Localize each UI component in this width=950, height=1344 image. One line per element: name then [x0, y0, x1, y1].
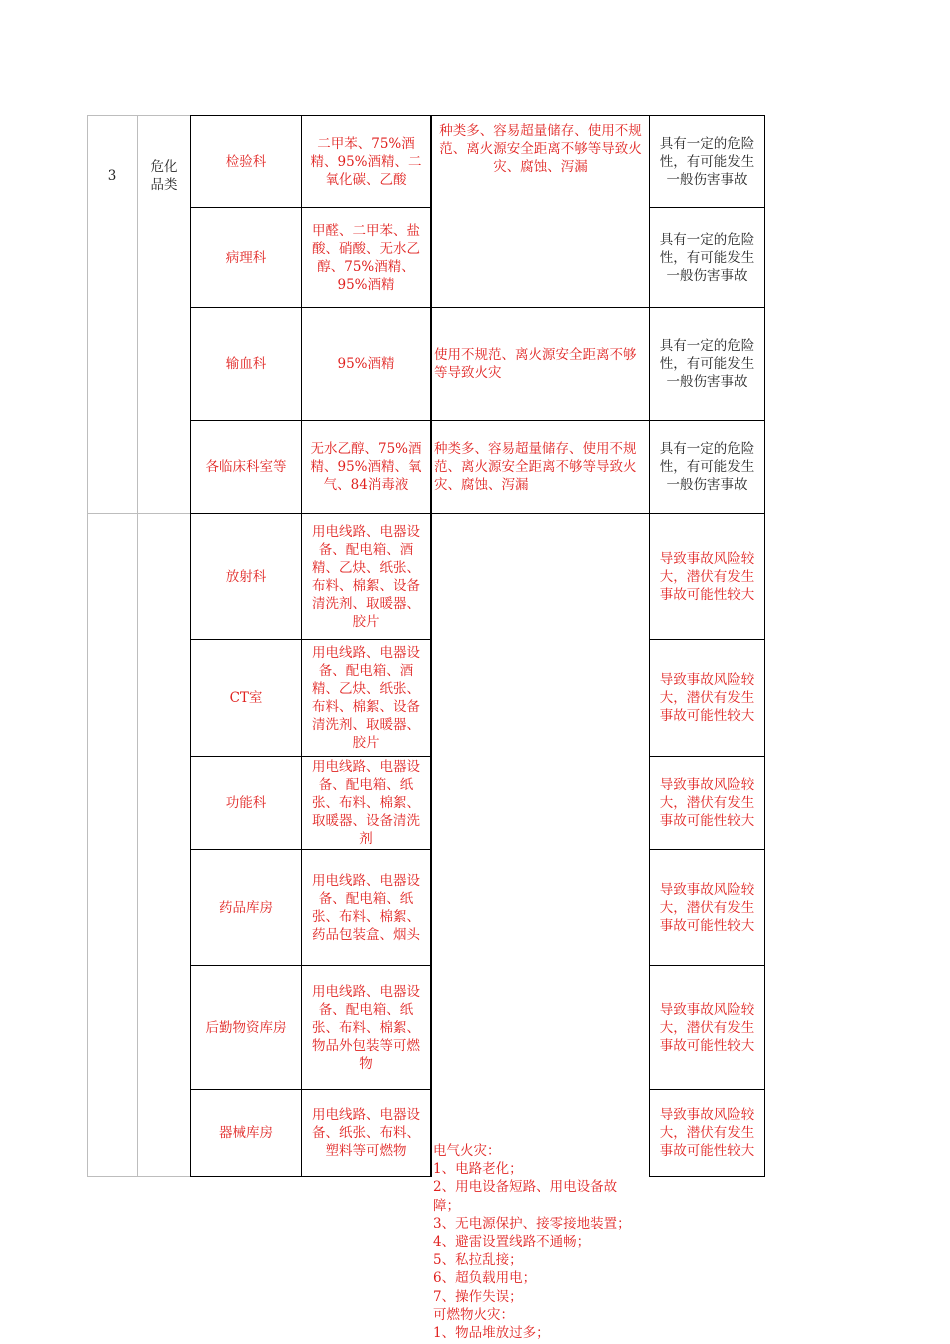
consequence-cell: 具有一定的危险性，有可能发生一般伤害事故	[659, 135, 755, 188]
items-cell: 二甲苯、75%酒精、95%酒精、二氧化碳、乙酸	[310, 135, 422, 188]
consequence-cell: 导致事故风险较大，潜伏有发生事故可能性较大	[659, 881, 755, 934]
category-label: 危化品类	[150, 159, 178, 193]
dept-cell: 药品库房	[219, 899, 273, 916]
consequence-cell: 具有一定的危险性，有可能发生一般伤害事故	[659, 338, 755, 390]
items-cell: 用电线路、电器设备、配电箱、酒精、乙炔、纸张、布料、棉絮、设备清洗剂、取暖器、胶片	[312, 645, 420, 751]
items-cell: 95%酒精	[337, 356, 395, 372]
items-cell: 用电线路、电器设备、纸张、布料、塑料等可燃物	[312, 1107, 420, 1159]
consequence-cell: 导致事故风险较大，潜伏有发生事故可能性较大	[659, 1001, 755, 1054]
dept-cell: 放射科	[225, 568, 267, 585]
hazard-line: 2、用电设备短路、用电设备故	[433, 1179, 618, 1196]
fire-hazard-list	[433, 1142, 663, 1342]
hazard-line: 电气火灾：	[433, 1143, 501, 1159]
consequence-cell: 导致事故风险较大，潜伏有发生事故可能性较大	[659, 1107, 755, 1159]
consequence-cell: 具有一定的危险性，有可能发生一般伤害事故	[659, 441, 755, 493]
dept-cell: 病理科	[225, 249, 267, 266]
consequence-cell: 导致事故风险较大，潜伏有发生事故可能性较大	[659, 550, 755, 603]
hazard-line: 6、超负载用电；	[433, 1270, 537, 1287]
items-cell: 用电线路、电器设备、配电箱、纸张、布料、棉絮、物品外包装等可燃物	[312, 983, 420, 1072]
dept-cell: 功能科	[225, 795, 267, 811]
items-cell: 无水乙醇、75%酒精、95%酒精、氧气、84消毒液	[310, 441, 422, 493]
row-number: 3	[107, 168, 117, 184]
hazard-line: 1、电路老化；	[433, 1161, 523, 1178]
consequence-cell: 具有一定的危险性，有可能发生一般伤害事故	[659, 231, 755, 284]
dept-cell: 各临床科室等	[205, 459, 287, 475]
hazard-line: 7、操作失误；	[433, 1288, 523, 1305]
hazard-line: 1、物品堆放过多；	[433, 1325, 550, 1342]
items-cell: 甲醛、二甲苯、盐酸、硝酸、无水乙醇、75%酒精、95%酒精	[312, 222, 420, 293]
hazard-cell: 使用不规范、离火源安全距离不够等导致火灾	[434, 347, 637, 381]
dept-cell: CT室	[229, 690, 263, 706]
hazard-line: 障；	[433, 1197, 460, 1214]
dept-cell: 后勤物资库房	[205, 1019, 287, 1036]
hazard-cell: 种类多、容易超量储存、使用不规范、离火源安全距离不够等导致火灾、腐蚀、泻漏	[439, 123, 642, 175]
hazard-line: 4、避雷设置线路不通畅；	[433, 1234, 591, 1251]
hazard-line: 可燃物火灾：	[433, 1306, 514, 1323]
consequence-cell: 导致事故风险较大，潜伏有发生事故可能性较大	[659, 672, 755, 724]
consequence-cell: 导致事故风险较大，潜伏有发生事故可能性较大	[659, 777, 755, 829]
hazard-cell: 种类多、容易超量储存、使用不规范、离火源安全距离不够等导致火灾、腐蚀、泻漏	[434, 441, 637, 493]
items-cell: 用电线路、电器设备、配电箱、酒精、乙炔、纸张、布料、棉絮、设备清洗剂、取暖器、胶片	[312, 523, 420, 630]
items-cell: 用电线路、电器设备、配电箱、纸张、布料、棉絮、药品包装盒、烟头	[312, 872, 420, 943]
hazard-line: 5、私拉乱接；	[433, 1252, 523, 1269]
dept-cell: 输血科	[225, 356, 267, 372]
items-cell: 用电线路、电器设备、配电箱、纸张、布料、棉絮、取暖器、设备清洗剂	[312, 759, 420, 847]
dept-cell: 检验科	[225, 153, 267, 170]
dept-cell: 器械库房	[219, 1125, 273, 1141]
hazard-line: 3、无电源保护、接零接地装置；	[433, 1215, 631, 1232]
